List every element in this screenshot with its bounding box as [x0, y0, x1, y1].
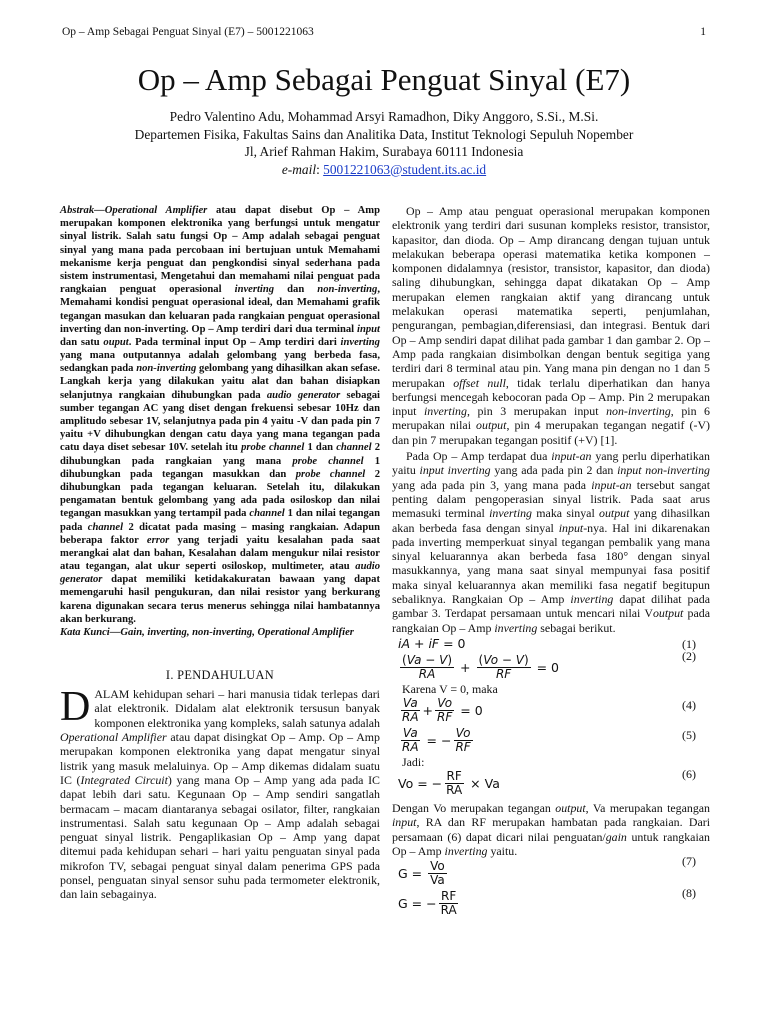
inputs-paragraph: Pada Op – Amp terdapat dua input-an yang perlu diperhatikan yaitu input inverting yang ada pada pin 2 dan input non-inverting yang ada pada pin 3, yang mana pada input-an tersebut sangat penting dalam pengoperasian sinyal listrik. Pada saat arus memasuki terminal inverting maka sinyal output yang dihasilkan akan berbeda fasa dengan sinyal input-nya. Hal ini dikarenakan pada inverting memperkuat sinyal tegangan pembalik yang mana sinyal keluarannya akan berbeda fasa 180° dengan sinyal masukkannya, yang mana saat sinyal mempunyai fasa positif maka sinyal keluarannya akan memiliki fasa negatif begitupun sebaliknya. Rangkaian Op – Amp inverting dapat dilihat pada gambar 3. Terdapat persamaan untuk mencari nilai Voutput pada rangkaian Op – Amp inverting sebagai berikut.	[392, 449, 711, 635]
left-column	[60, 204, 380, 902]
author-block	[0, 108, 768, 178]
equation-5	[392, 726, 710, 756]
author-affiliation: Departemen Fisika, Fakultas Sains dan Analitika Data, Institut Teknologi Sepuluh Nopember	[134, 126, 634, 142]
keywords: Kata Kunci—Gain, inverting, non-inverting, Operational Amplifier	[60, 627, 354, 638]
equation-number-6: (6)	[682, 766, 696, 781]
equation-7-body: G = $\frac{Vo}{Va}$	[398, 858, 445, 887]
equation-7	[392, 854, 710, 888]
equation-8-body: G = − $\frac{RF}{RA}$	[398, 888, 457, 917]
equation-5-body: $\frac{Va}{RA}$ = − $\frac{Vo}{RF}$	[402, 726, 471, 755]
section-heading-introduction: I. PENDAHULUAN	[165, 668, 275, 683]
equation-1	[392, 635, 710, 653]
opamp-description-paragraph: Op – Amp atau penguat operasional merupakan komponen elektronik yang terdiri dari susunan kompleks resistor, transistor, kapasitor, dan dioda. Op – Amp dirancang dengan tujuan untuk melakukan beberapa operasi matematika ketika komponen – komponen didalamnya (resistor, transistor, kapasitor, dan dioda) saling dihubungkan, sehingga dapat dikatakan Op – Amp merupakan elemen rangkaian aktif yang dirancang untuk melakukan operasi matematika seperti, penjumlahan, pengurangan, pembagian,diferensiasi, dan integrasi. Bentuk dari Op – Amp sendiri dapat dilihat pada gambar 1 dan gambar 2. Op – Amp pada rangkaian disimbolkan dengan bentuk segitiga yang terdiri dari 8 terminal atau pin. Yang mana pin dengan no 1 dan 5 merupakan offset null, tidak terlalu diperhatikan dan hanya berfungsi mencegah kebocoran pada Op – Amp. Pin 2 merupakan input inverting, pin 3 merupakan input non-inverting, pin 6 merupakan nilai output, pin 4 merupakan tegangan negatif (-V) dan pin 7 merupakan tegangan positif (+V) [1].	[392, 204, 711, 447]
equation-text-karena: Karena V = 0, maka	[402, 681, 498, 696]
equation-number-5: (5)	[682, 727, 696, 742]
running-header	[62, 24, 706, 40]
equation-2-body: $\frac{(Va - V)}{RA}$ + $\frac{(Vo - V)}{RF}$ = 0	[402, 653, 560, 682]
right-column	[392, 204, 710, 918]
email-link[interactable]: 5001221063@student.its.ac.id	[323, 161, 487, 177]
author-address: Jl, Arief Rahman Hakim, Surabaya 60111 Indonesia	[244, 144, 524, 159]
equation-number-2: (2)	[682, 648, 696, 663]
abstract-label: Abstrak—	[60, 205, 105, 216]
equation-8	[392, 888, 710, 918]
equation-number-7: (7)	[682, 854, 696, 869]
paper-title: Op – Amp Sebagai Penguat Sinyal (E7)	[137, 62, 631, 97]
equation-4-body: $\frac{Va}{RA}$ + $\frac{Vo}{RF}$ = 0	[402, 696, 483, 725]
running-title: Op – Amp Sebagai Penguat Sinyal (E7) – 5001221063	[62, 26, 314, 38]
equation-2	[392, 648, 710, 683]
introduction-paragraph: DALAM kehidupan sehari – hari manusia tidak terlepas dari alat elektronik. Didalam alat elektronik tersusun banyak komponen elektronika yang kompleks, salah satunya adalah Operational Amplifier atau dapat disingkat Op – Amp. Op – Amp merupakan komponen elektronika yang dapat mengatur sinyal listrik yang masuk melaluinya. Op – Amp dikemas didalam suatu IC (Integrated Circuit) yang mana Op – Amp yang ada pada IC dapat lebih dari satu. Kegunaan Op – Amp sendiri sangatlah bermacam – macam diantaranya sebagai osilator, filter, rangkaian instrumentasi. Salah satu kegunaan Op – Amp adalah sebagai penguat sinyal listrik. Pengaplikasian Op – Amp yang dapat ditemui pada kehidupan sehari – hari yaitu penguatan sinyal pada mikrofon TV, sebagai penguat sinyal dalam penerima GPS pada ponsel, penguatan sinyal sensor suhu pada termometer elektronik, dan lain sebagainya.	[60, 684, 380, 902]
email-label: e-mail	[281, 161, 317, 177]
author-email-line: e-mail: 5001221063@student.its.ac.id	[281, 161, 487, 177]
abstract: Abstrak—Operational Amplifier atau dapat disebut Op – Amp merupakan komponen elektronika yang berfungsi untuk mengatur sinyal listrik. Salah satu fungsi Op – Amp adalah sebagai penguat sinyal yang mana pada percobaan ini bertujuan untuk Memahami mekanisme kerja penguat dan pengkondisi sinyal sederhana pada sistem instrumentasi, Mengetahui dan memahami nilai penguat pada rangkaian penguat operasional inverting dan non-inverting, Memahami kondisi penguat operasional ideal, dan Memahami grafik tegangan masukan dan keluaran pada rangkaian penguat operasional inverting dan non-inverting. Op – Amp terdiri dari dua terminal input dan satu ouput. Pada terminal input Op – Amp terdiri dari inverting yang mana outputannya adalah gelombang yang berbeda fasa, sedangkan pada non-inverting gelombang yang dihasilkan akan sefase. Langkah kerja yang dilakukan yaitu alat dan bahan disiapkan selanjutnya rangkaian dihubungkan pada audio generator sebagai sumber tegangan AC yang diset dengan frekuensi sebesar 10Hz dan amplitudo sebesar 1V, selanjutnya pada pin 4 yaitu -V dan pada pin 7 yaitu +V dihubungkan dengan catu daya yang mana tegangan pada catu daya diset sebesar 10V. setelah itu probe channel 1 dan channel 2 dihubungkan pada rangkaian yang mana probe channel 1 dihubungkan pada tegangan masukkan dan probe channel 2 dihubungkan pada tegangan keluaran. Setelah itu, dilakukan pengamatan bentuk gelombang yang ada pada osiloskop dan nilai tegangan masukkan yang tertampil pada channel 1 dan nilai tegangan pada channel 2 dicatat pada masing – masing rangkaian. Adapun beberapa faktor error yang terjadi yaitu kesalahan pada saat merangkai alat dan bahan, Kesalahan dalam mengukur nilai resistor atau tegangan, alat ukur seperti osiloskop, multimeter, atau audio generator dapat memiliki ketidakakuratan bawaan yang dapat memengaruhi hasil pengukuran, dan nilai resistor yang berkurang karena digunakan secara terus menerus sehingga nilai hambatannya akan berkurang.	[60, 205, 381, 625]
equation-6-body: Vo = − $\frac{RF}{RA}$ × Va	[398, 769, 500, 798]
equation-6	[392, 766, 710, 799]
equation-number-8: (8)	[682, 886, 696, 901]
equation-number-1: (1)	[682, 636, 696, 651]
equation-1-body: iA + iF = 0	[398, 636, 466, 652]
gain-paragraph: Dengan Vo merupakan tegangan output, Va merupakan tegangan input, RA dan RF merupakan hambatan pada rangkaian. Dari persamaan (6) dapat dicari nilai penguatan/gain untuk rangkaian Op – Amp inverting yaitu.	[392, 800, 710, 858]
equation-number-4: (4)	[682, 697, 696, 712]
page-number: 1	[700, 26, 706, 38]
equation-4	[392, 696, 710, 726]
equation-text-jadi: Jadi:	[402, 754, 425, 769]
drop-cap: D	[60, 684, 91, 731]
author-names: Pedro Valentino Adu, Mohammad Arsyi Ramadhon, Diky Anggoro, S.Si., M.Si.	[169, 109, 599, 124]
